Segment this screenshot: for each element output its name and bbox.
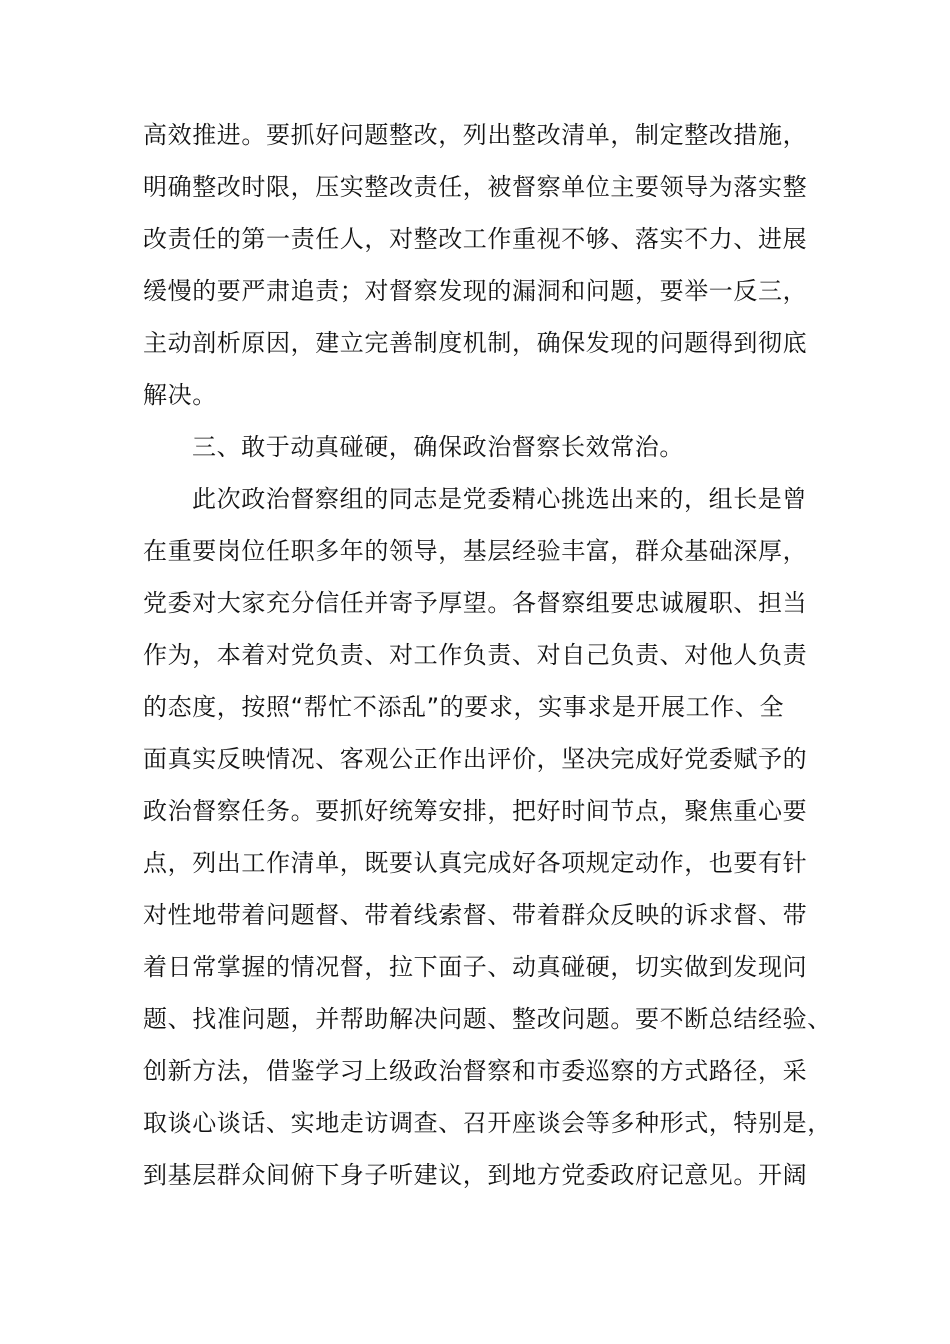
body-text-line: 取谈心谈话、实地走访调查、召开座谈会等多种形式，特别是， bbox=[143, 1109, 832, 1137]
body-text-line: 对性地带着问题督、带着线索督、带着群众反映的诉求督、带 bbox=[143, 901, 808, 929]
body-text-line: 明确整改时限，压实整改责任，被督察单位主要领导为落实整 bbox=[143, 173, 808, 201]
body-text-line: 着日常掌握的情况督，拉下面子、动真碰硬，切实做到发现问 bbox=[143, 953, 808, 981]
body-text-line: 改责任的第一责任人，对整改工作重视不够、落实不力、进展 bbox=[143, 225, 808, 253]
body-text-line: 主动剖析原因，建立完善制度机制，确保发现的问题得到彻底 bbox=[143, 329, 808, 357]
body-text-line: 政治督察任务。要抓好统筹安排，把好时间节点，聚焦重心要 bbox=[143, 797, 808, 825]
body-text-line: 缓慢的要严肃追责；对督察发现的漏洞和问题，要举一反三， bbox=[143, 277, 808, 305]
body-text-line: 在重要岗位任职多年的领导，基层经验丰富，群众基础深厚， bbox=[143, 537, 808, 565]
body-text-line: 题、找准问题，并帮助解决问题、整改问题。要不断总结经验、 bbox=[143, 1005, 832, 1033]
paragraph-first-line: 此次政治督察组的同志是党委精心挑选出来的，组长是曾 bbox=[192, 485, 807, 513]
body-text-line: 高效推进。要抓好问题整改，列出整改清单，制定整改措施， bbox=[143, 121, 808, 149]
body-text-line: 点，列出工作清单，既要认真完成好各项规定动作，也要有针 bbox=[143, 849, 808, 877]
body-text-line: 解决。 bbox=[143, 381, 217, 409]
body-text-line: 面真实反映情况、客观公正作出评价，坚决完成好党委赋予的 bbox=[143, 745, 808, 773]
section-heading: 三、敢于动真碰硬，确保政治督察长效常治。 bbox=[192, 433, 684, 461]
body-text-line: 到基层群众间俯下身子听建议，到地方党委政府记意见。开阔 bbox=[143, 1161, 808, 1189]
body-text-line: 创新方法，借鉴学习上级政治督察和市委巡察的方式路径，采 bbox=[143, 1057, 808, 1085]
body-text-line: 党委对大家充分信任并寄予厚望。各督察组要忠诚履职、担当 bbox=[143, 589, 808, 617]
body-text-line: 的态度，按照“帮忙不添乱”的要求，实事求是开展工作、全 bbox=[143, 693, 785, 721]
body-text-line: 作为，本着对党负责、对工作负责、对自己负责、对他人负责 bbox=[143, 641, 808, 669]
